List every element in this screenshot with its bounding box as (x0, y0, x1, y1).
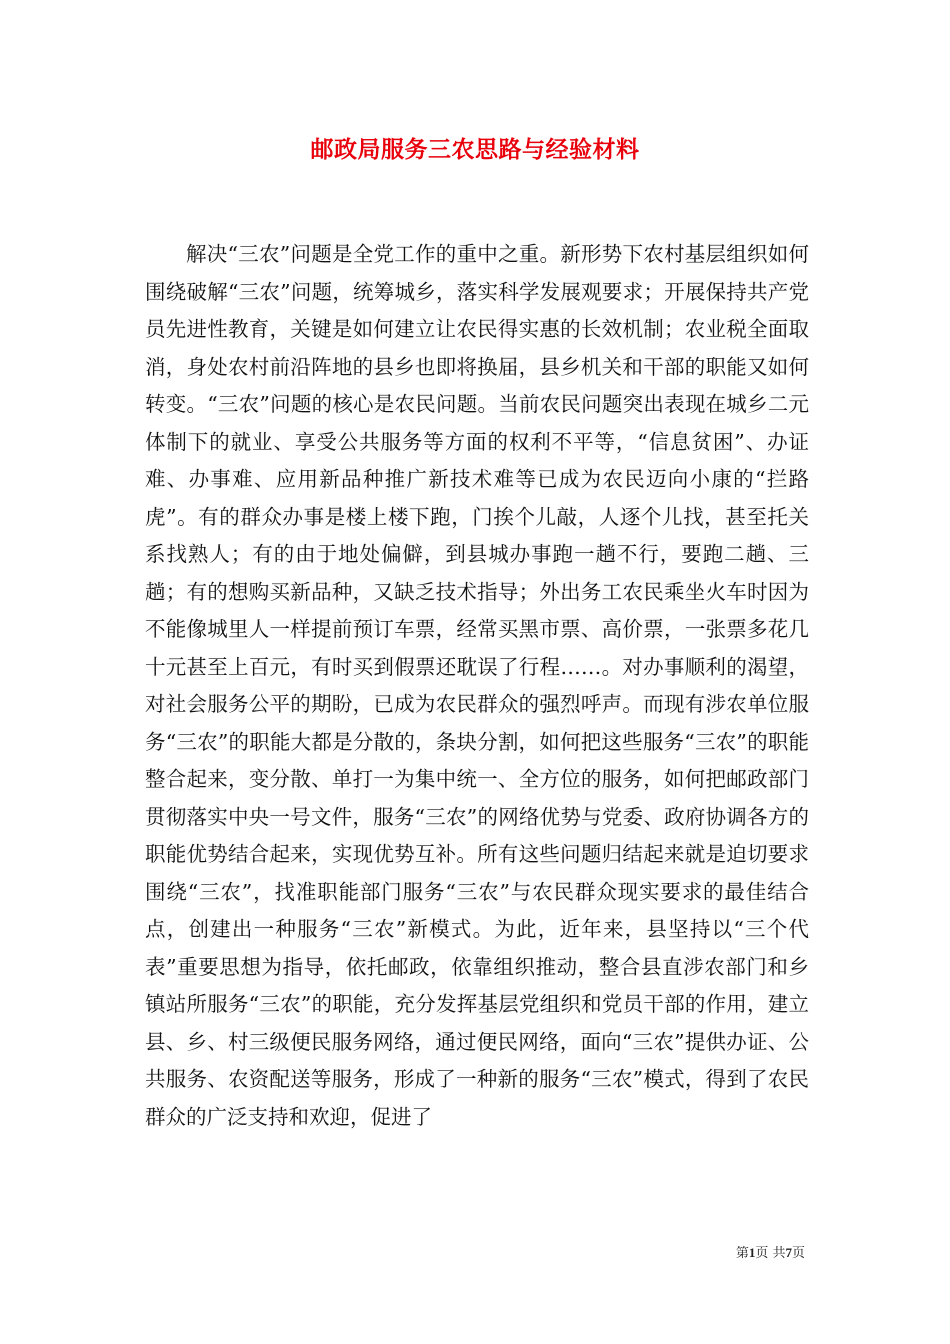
document-title: 邮政局服务三农思路与经验材料 (310, 136, 640, 163)
footer-suffix: 页 (791, 1246, 805, 1261)
footer-prefix: 第 (735, 1246, 749, 1261)
page-footer (736, 1244, 805, 1263)
current-page-number: 1 (748, 1245, 756, 1260)
footer-middle: 页 共 (755, 1246, 786, 1261)
total-pages-number: 7 (785, 1245, 792, 1260)
body-paragraph: 解决“三农”问题是全党工作的重中之重。新形势下农村基层组织如何围绕破解“三农”问题，统筹城乡，落实科学发展观要求；开展保持共产党员先进性教育，关键是如何建立让农民得实惠的长效机制；农业税全面取消，身处农村前沿阵地的县乡也即将换届，县乡机关和干部的职能又如何转变。“三农”问题的核心是农民问题。当前农民问题突出表现在城乡二元体制下的就业、享受公共服务等方面的权利不平等，“信息贫困”、办证难、办事难、应用新品种推广新技术难等已成为农民迈向小康的“拦路虎”。有的群众办事是楼上楼下跑，门挨个儿敲，人逐个儿找，甚至托关系找熟人；有的由于地处偏僻，到县城办事跑一趟不行，要跑二趟、三趟；有的想购买新品种，又缺乏技术指导；外出务工农民乘坐火车时因为不能像城里人一样提前预订车票，经常买黑市票、高价票，一张票多花几十元甚至上百元，有时买到假票还耽误了行程……。对办事顺利的渴望，对社会服务公平的期盼，已成为农民群众的强烈呼声。而现有涉农单位服务“三农”的职能大都是分散的，条块分割，如何把这些服务“三农”的职能整合起来，变分散、单打一为集中统一、全方位的服务，如何把邮政部门贯彻落实中央一号文件，服务“三农”的网络优势与党委、政府协调各方的职能优势结合起来，实现优势互补。所有这些问题归结起来就是迫切要求围绕“三农”，找准职能部门服务“三农”与农民群众现实要求的最佳结合点，创建出一种服务“三农”新模式。为此，近年来，县坚持以“三个代表”重要思想为指导，依托邮政，依靠组织推动，整合县直涉农部门和乡镇站所服务“三农”的职能，充分发挥基层党组织和党员干部的作用，建立县、乡、村三级便民服务网络，通过便民网络，面向“三农”提供办证、公共服务、农资配送等服务，形成了一种新的服务“三农”模式，得到了农民群众的广泛支持和欢迎，促进了 (145, 242, 809, 1129)
